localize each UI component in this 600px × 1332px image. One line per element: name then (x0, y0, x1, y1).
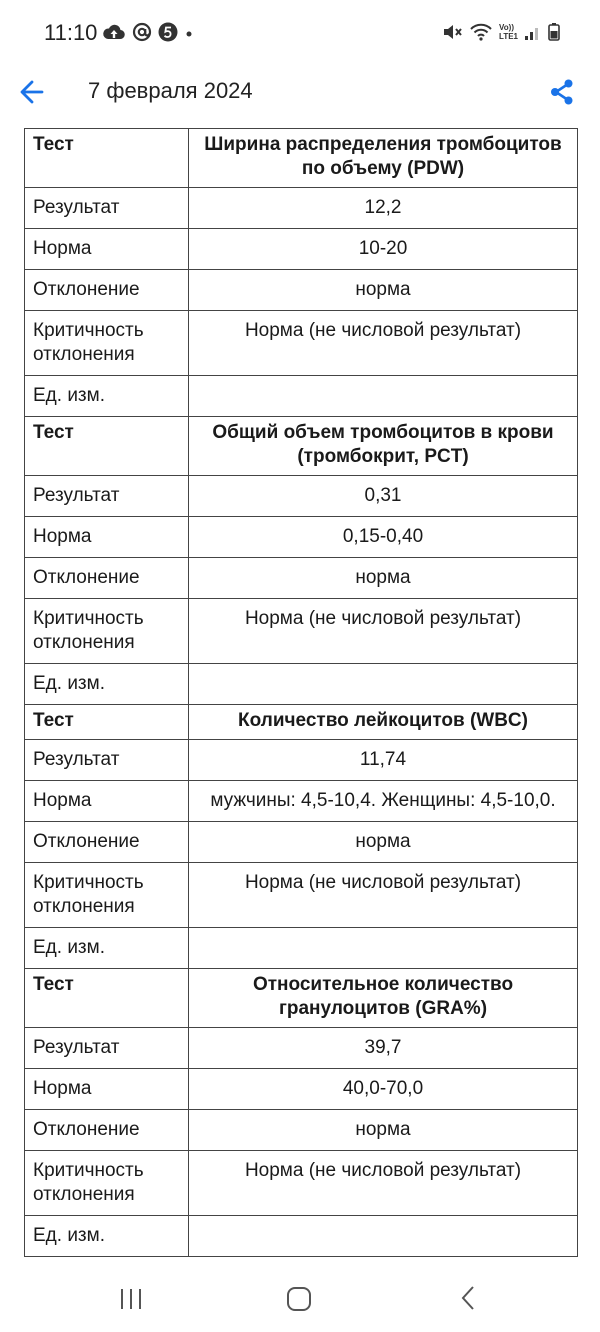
battery-icon (548, 22, 560, 42)
deviation-value: норма (189, 1110, 578, 1151)
result-value: 11,74 (189, 740, 578, 781)
unit-value (189, 376, 578, 417)
result-label: Результат (25, 476, 189, 517)
norm-row (25, 229, 578, 270)
unit-value (189, 664, 578, 705)
system-nav-bar (0, 1262, 600, 1332)
unit-row (25, 1216, 578, 1257)
badge-5-icon (158, 22, 178, 42)
criticality-label: Критичность отклонения (25, 311, 189, 376)
share-icon (548, 78, 576, 106)
share-button[interactable] (544, 74, 580, 110)
criticality-value: Норма (не числовой результат) (189, 863, 578, 928)
deviation-label: Отклонение (25, 558, 189, 599)
deviation-value: норма (189, 822, 578, 863)
test-row (25, 969, 578, 1028)
result-row (25, 740, 578, 781)
unit-value (189, 928, 578, 969)
test-row (25, 417, 578, 476)
norm-row (25, 781, 578, 822)
status-notification-icons (102, 22, 194, 42)
result-row (25, 1028, 578, 1069)
deviation-label: Отклонение (25, 270, 189, 311)
unit-label: Ед. изм. (25, 1216, 189, 1257)
deviation-row (25, 822, 578, 863)
test-label: Тест (25, 969, 189, 1028)
unit-label: Ед. изм. (25, 928, 189, 969)
back-icon[interactable] (456, 1284, 482, 1312)
test-row (25, 129, 578, 188)
at-sign-icon (132, 22, 152, 42)
dot-icon (184, 22, 194, 42)
result-value: 39,7 (189, 1028, 578, 1069)
criticality-value: Норма (не числовой результат) (189, 1151, 578, 1216)
unit-row (25, 928, 578, 969)
unit-row (25, 376, 578, 417)
criticality-row (25, 599, 578, 664)
unit-value (189, 1216, 578, 1257)
result-value: 12,2 (189, 188, 578, 229)
deviation-row (25, 558, 578, 599)
recents-icon[interactable] (118, 1286, 144, 1312)
unit-label: Ед. изм. (25, 376, 189, 417)
test-label: Тест (25, 417, 189, 476)
test-label: Тест (25, 705, 189, 740)
result-value: 0,31 (189, 476, 578, 517)
criticality-label: Критичность отклонения (25, 599, 189, 664)
wifi-icon (469, 22, 493, 42)
test-value: Общий объем тромбоцитов в крови (тромбокрит, PCT) (189, 417, 578, 476)
norm-value: мужчины: 4,5-10,4. Женщины: 4,5-10,0. (189, 781, 578, 822)
page-title: 7 февраля 2024 (88, 78, 253, 103)
criticality-row (25, 311, 578, 376)
unit-row (25, 664, 578, 705)
arrow-left-icon (18, 78, 46, 106)
deviation-row (25, 1110, 578, 1151)
app-bar (0, 66, 600, 116)
test-row (25, 705, 578, 740)
result-label: Результат (25, 188, 189, 229)
result-row (25, 476, 578, 517)
lte-label: LTE1 (499, 32, 518, 41)
test-label: Тест (25, 129, 189, 188)
deviation-label: Отклонение (25, 822, 189, 863)
status-bar (0, 0, 600, 66)
norm-value: 40,0-70,0 (189, 1069, 578, 1110)
criticality-label: Критичность отклонения (25, 1151, 189, 1216)
result-label: Результат (25, 1028, 189, 1069)
volte-label: Vo)) (499, 23, 514, 32)
norm-value: 10-20 (189, 229, 578, 270)
back-button[interactable] (14, 74, 50, 110)
mute-icon (441, 22, 463, 42)
norm-row (25, 517, 578, 558)
status-time: 11:10 (44, 20, 98, 45)
criticality-row (25, 1151, 578, 1216)
norm-value: 0,15-0,40 (189, 517, 578, 558)
norm-label: Норма (25, 229, 189, 270)
home-icon[interactable] (286, 1286, 312, 1312)
signal-icon (524, 22, 542, 42)
norm-label: Норма (25, 1069, 189, 1110)
criticality-row (25, 863, 578, 928)
result-row (25, 188, 578, 229)
results-scroll-area[interactable] (0, 128, 600, 1262)
deviation-value: норма (189, 558, 578, 599)
result-label: Результат (25, 740, 189, 781)
results-table (24, 128, 578, 1257)
deviation-label: Отклонение (25, 1110, 189, 1151)
test-value: Относительное количество гранулоцитов (GRA%) (189, 969, 578, 1028)
cloud-upload-icon (102, 22, 126, 42)
norm-label: Норма (25, 517, 189, 558)
norm-row (25, 1069, 578, 1110)
status-system-icons (441, 22, 560, 42)
unit-label: Ед. изм. (25, 664, 189, 705)
test-value: Ширина распределения тромбоцитов по объему (PDW) (189, 129, 578, 188)
criticality-label: Критичность отклонения (25, 863, 189, 928)
test-value: Количество лейкоцитов (WBC) (189, 705, 578, 740)
criticality-value: Норма (не числовой результат) (189, 311, 578, 376)
volte-lte-icon (499, 23, 518, 41)
deviation-row (25, 270, 578, 311)
criticality-value: Норма (не числовой результат) (189, 599, 578, 664)
deviation-value: норма (189, 270, 578, 311)
norm-label: Норма (25, 781, 189, 822)
